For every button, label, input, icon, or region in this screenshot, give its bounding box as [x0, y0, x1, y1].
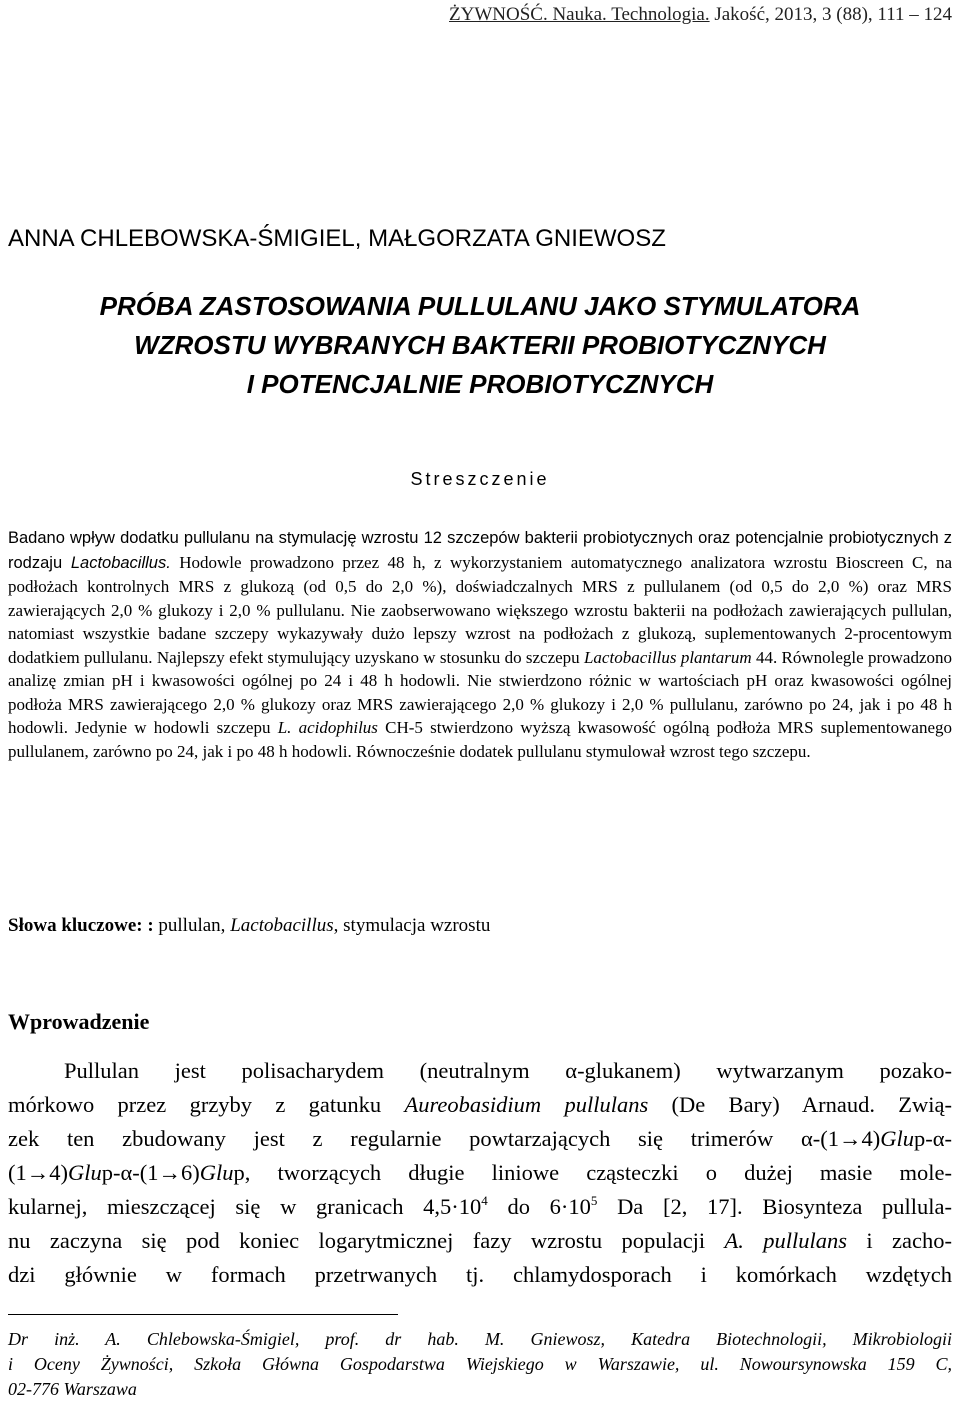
text: do 6·10 — [487, 1194, 591, 1219]
paper-title — [8, 287, 952, 404]
species-name: A. pullulans — [724, 1228, 848, 1253]
abstract-text: Badano wpływ dodatku pullulanu na stymulację wzrostu 12 szczepów bakterii probiotycznych oraz potencjalnie probiotycznych z rodzaju — [8, 529, 952, 572]
text: (1→4) — [8, 1160, 68, 1185]
keyword: Lactobacillus — [230, 915, 334, 936]
intro-body — [8, 1054, 952, 1292]
keywords-label: Słowa kluczowe: : — [8, 915, 154, 936]
footnote-line: 02-776 Warszawa — [8, 1379, 137, 1399]
exponent: 4 — [481, 1193, 488, 1208]
abstract-genus: Lactobacillus. — [70, 553, 171, 572]
abstract-species: L. acidophilus — [277, 718, 378, 737]
glu-term: Glu — [199, 1160, 234, 1185]
intro-line — [8, 1224, 952, 1258]
title-line: I POTENCJALNIE PROBIOTYCZNYCH — [246, 369, 714, 399]
text: kularnej, mieszczącej się w granicach 4,5·10 — [8, 1194, 482, 1219]
keyword: pullulan, — [153, 915, 231, 936]
footnote-divider — [8, 1314, 398, 1315]
journal-issue: Jakość, 2013, 3 (88), 111 – 124 — [709, 4, 952, 25]
abstract — [8, 526, 952, 763]
journal-header — [449, 4, 952, 26]
journal-name: ŻYWNOŚĆ. Nauka. Technologia. — [449, 4, 710, 25]
text: i zacho- — [847, 1228, 952, 1253]
species-name: Aureobasidium pullulans — [404, 1092, 649, 1117]
keyword: , stymulacja wzrostu — [333, 915, 491, 936]
author-affiliation-footnote — [8, 1327, 952, 1402]
abstract-text: Hodowle prowadzono przez 48 h, z wykorzystaniem automatycznego analizatora wzrostu Bioscreen C, na podłożach kontrolnych MRS z glukozą (od 0,5 do 2,0 %), doświadczalnych MRS z pullulanem (od 0,5 do 2,0 %) oraz MRS zawierających 2,0 % glukozy i 2,0 % pullulanu. — [8, 552, 952, 620]
text: nu zaczyna się pod koniec logarytmicznej fazy wzrostu populacji — [8, 1228, 725, 1253]
abstract-heading: Streszczenie — [410, 469, 550, 489]
footnote-line: i Oceny Żywności, Szkoła Główna Gospodarstwa Wiejskiego w Warszawie, ul. Nowoursynowska 159 C, — [8, 1354, 952, 1374]
intro-line — [8, 1156, 952, 1190]
intro-line: dzi głównie w formach przetrwanych tj. chlamydosporach i komórkach wzdętych — [8, 1262, 952, 1287]
footnote-line: Dr inż. A. Chlebowska-Śmigiel, prof. dr hab. M. Gniewosz, Katedra Biotechnologii, Mikrobiologii — [8, 1329, 952, 1349]
abstract-text: 44. Równolegle prowadzono analizę zmian pH i kwasowości ogólnej po 24 i 48 h hodowli. Nie stwierdzono różnic w wartościach pH oraz kwasowości ogólnej podłoża MRS zawierającego 2,0 % glukozy oraz MRS zawierającego 2,0 % glukozy i 2,0 % pullulanu, zarówno po 24, jak i po 48 h hodowli. Jedynie w hodowli szczepu — [8, 647, 952, 737]
glu-term: Glu — [880, 1126, 914, 1151]
abstract-text: CH-5 stwierdzono wyższą kwasowość ogólną podłoża MRS suplementowanego pullulanem, zarówno po 24, jak i po 48 h hodowli. Równocześnie dodatek pullulanu stymulował wzrost tego szczepu. — [8, 718, 952, 761]
text: zek ten zbudowany jest z regularnie powtarzających się trimerów α-(1→4) — [8, 1126, 881, 1151]
intro-line — [8, 1088, 952, 1122]
exponent: 5 — [590, 1193, 598, 1208]
intro-line — [8, 1122, 952, 1156]
intro-line: Pullulan jest polisacharydem (neutralnym α-glukanem) wytwarzanym pozako- — [64, 1058, 952, 1083]
text: Da [2, 17]. Biosynteza pullula- — [597, 1194, 952, 1219]
authors: ANNA CHLEBOWSKA-ŚMIGIEL, MAŁGORZATA GNIEWOSZ — [8, 225, 666, 252]
glu-term: Glu — [68, 1160, 102, 1185]
text: p-α- — [913, 1126, 952, 1151]
section-heading: Wprowadzenie — [8, 1009, 150, 1034]
intro-line — [8, 1190, 952, 1224]
text: p-α-(1→6) — [101, 1160, 200, 1185]
title-line: WZROSTU WYBRANYCH BAKTERII PROBIOTYCZNYCH — [134, 330, 826, 360]
text: mórkowo przez grzyby z gatunku — [8, 1092, 405, 1117]
keywords — [8, 915, 952, 937]
abstract-text: Nie zaobserwowano większego wzrostu bakterii na podłożach zawierających pullulan, natomiast wszystkie badane szczepy wykazywały dużo lepszy wzrost na podłożach z glukozą, suplementowanych 2-procentowym dodatkiem pullulanu. Najlepszy efekt stymulujący uzyskano w stosunku do szczepu — [8, 600, 953, 667]
title-line: PRÓBA ZASTOSOWANIA PULLULANU JAKO STYMULATORA — [99, 291, 861, 321]
abstract-species: Lactobacillus plantarum — [583, 647, 752, 667]
text: (De Bary) Arnaud. Zwią- — [648, 1092, 952, 1117]
text: p, tworzących długie liniowe cząsteczki o dużej masie mole- — [233, 1160, 952, 1185]
